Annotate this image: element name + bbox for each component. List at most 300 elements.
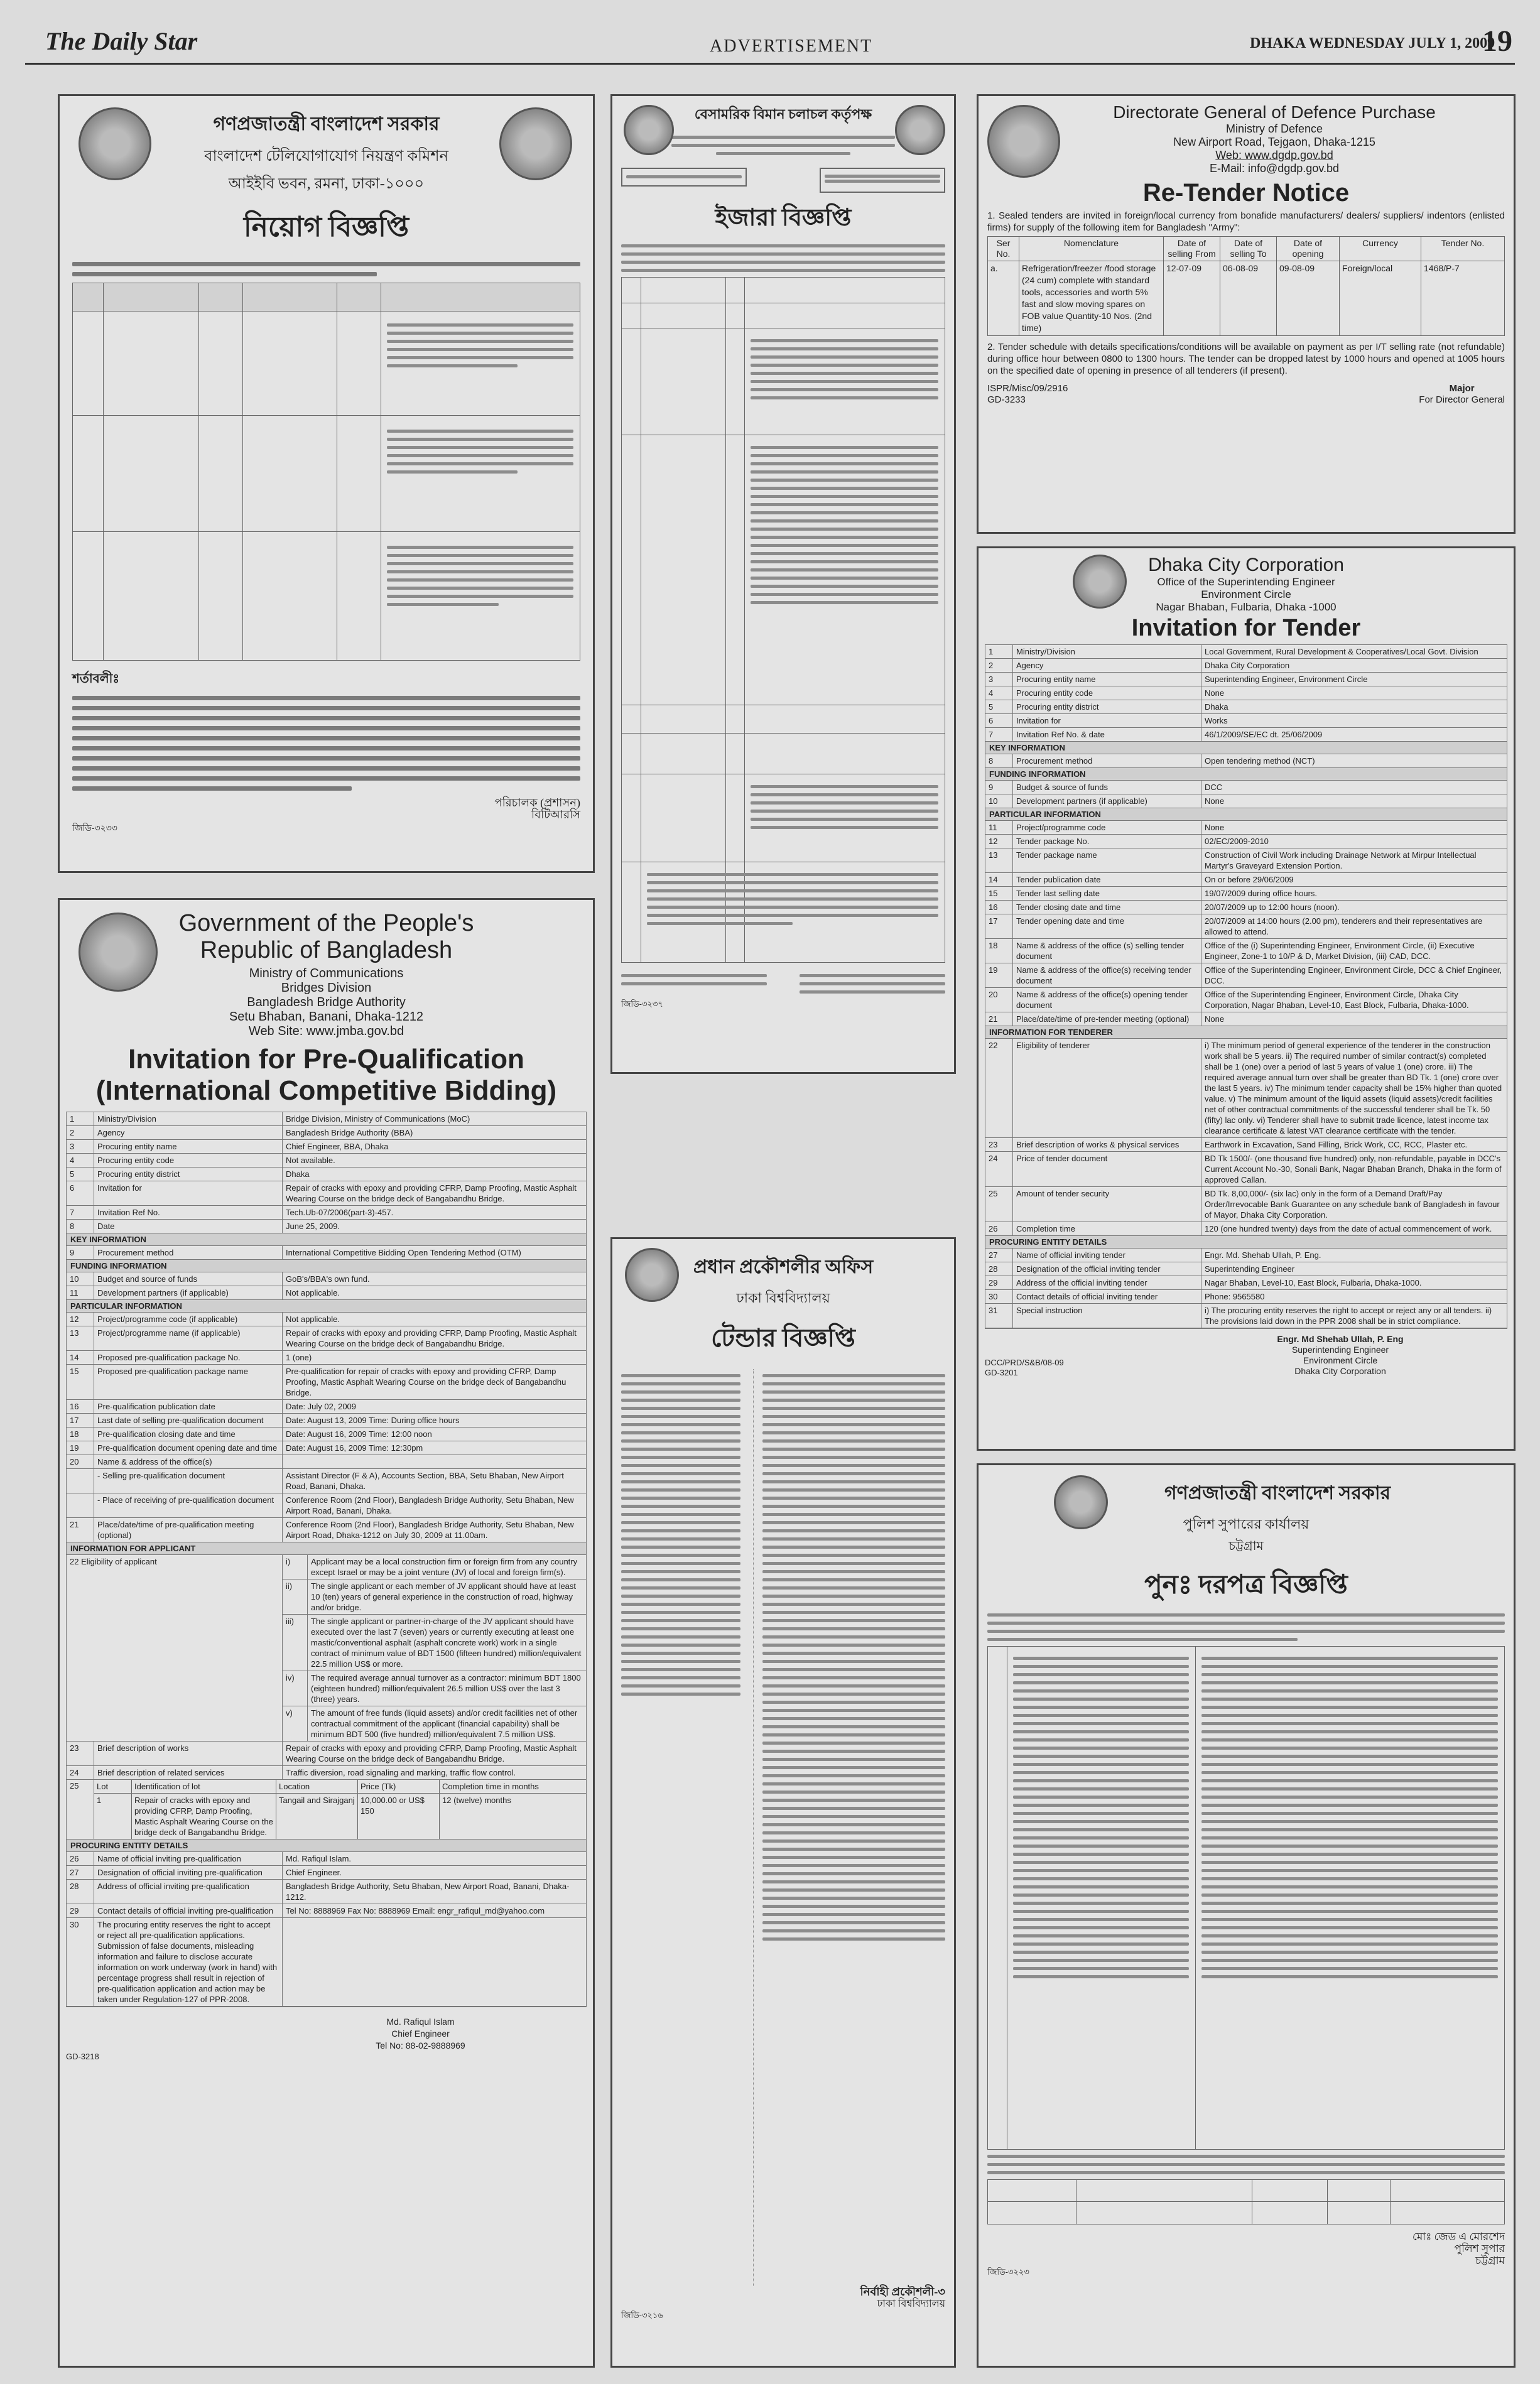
row-value: Not available.	[286, 1156, 335, 1165]
row-number: 14	[67, 1351, 94, 1364]
row-value: DCC	[1205, 783, 1223, 792]
table-row	[67, 1154, 586, 1168]
table-row	[67, 1918, 586, 2007]
row-number: 16	[985, 901, 1013, 914]
table-row	[985, 754, 1507, 768]
row-label: The procuring entity reserves the right to accept or reject all pre-qualification applications. Submission of false documents, misleading information and failure to disclose accurate information on work underway (work in hand) with percentage progress shall result in rejection of pre-qualification application and action may be taken under Regulation-127 of PPR-2008.	[94, 1918, 283, 2006]
tender-table	[621, 1369, 945, 2286]
table-row	[67, 1168, 586, 1181]
table-cell: 09-08-09	[1277, 261, 1340, 335]
row-number: 24	[67, 1766, 94, 1779]
dateline: DHAKA WEDNESDAY JULY 1, 2009	[1250, 35, 1495, 51]
row-number: 17	[67, 1414, 94, 1427]
row-label: - Place of receiving of pre-qualification document	[94, 1493, 283, 1517]
row-number: 6	[67, 1181, 94, 1205]
table-cell: Price (Tk)	[358, 1780, 440, 1793]
table-row	[985, 887, 1507, 901]
ad-heading: গণপ্রজাতন্ত্রী বাংলাদেশ সরকার	[1164, 1483, 1391, 1504]
section-label: ADVERTISEMENT	[710, 36, 873, 56]
agency: Bangladesh Bridge Authority	[247, 995, 406, 1009]
row-label: Pre-qualification document opening date and time	[94, 1441, 283, 1455]
table-row	[985, 1249, 1507, 1262]
row-value: Not applicable.	[286, 1314, 340, 1324]
row-label: Special instruction	[1013, 1304, 1201, 1328]
row-label: Amount of tender security	[1013, 1187, 1201, 1222]
row-label: Project/programme name (if applicable)	[94, 1326, 283, 1350]
row-number: 8	[985, 754, 1013, 767]
ispr-ref: ISPR/Misc/09/2916	[987, 383, 1068, 394]
ad-title: Re-Tender Notice	[1142, 179, 1350, 207]
item-number: iv)	[283, 1671, 308, 1706]
row-label: Completion time	[1013, 1222, 1201, 1235]
agency-address: Setu Bhaban, Banani, Dhaka-1212	[229, 1010, 424, 1024]
table-cell: Currency	[1340, 237, 1421, 261]
row-value: Chief Engineer.	[286, 1868, 342, 1877]
row-number: 18	[985, 939, 1013, 963]
row-number: 10	[985, 794, 1013, 808]
row-label: Brief description of works	[94, 1742, 283, 1765]
table-cell: Date of selling From	[1164, 237, 1220, 261]
row-label: Invitation for	[1013, 714, 1201, 727]
row-number: 20	[985, 988, 1013, 1012]
ad-title: পুনঃ দরপত্র বিজ্ঞপ্তি	[1144, 1571, 1348, 1600]
section-header: INFORMATION FOR APPLICANT	[67, 1542, 586, 1555]
dcc-table	[985, 644, 1507, 1329]
row-number	[67, 1469, 94, 1493]
table-row	[67, 1126, 586, 1140]
signature-org: বিটিআরসি	[531, 808, 580, 821]
ad-address: আইইবি ভবন, রমনা, ঢাকা-১০০০	[228, 176, 425, 192]
table-cell: 1	[94, 1794, 132, 1839]
row-value: Office of the Superintending Engineer, Environment Circle, Dhaka City Corporation, Nagar Bhaban, Level-10, East Block, Fulbaria, Dhaka-1000.	[1205, 990, 1469, 1010]
row-value: Engr. Md. Shehab Ullah, P. Eng.	[1205, 1250, 1321, 1260]
row-number: 28	[67, 1880, 94, 1904]
row-number: 7	[67, 1206, 94, 1219]
table-row	[67, 1326, 586, 1351]
ad-code: জিডি-৩২২৩	[987, 2267, 1029, 2277]
row-label: Tender package name	[1013, 848, 1201, 872]
ad-heading: Government of the People's	[178, 910, 474, 936]
web-site: Web Site: www.jmba.gov.bd	[248, 1024, 404, 1038]
row-number: 27	[985, 1249, 1013, 1262]
ad-title: Invitation for Pre-Qualification	[128, 1044, 524, 1075]
row-label: Tender package No.	[1013, 835, 1201, 848]
row-label: Name & address of the office(s) opening tender document	[1013, 988, 1201, 1012]
table-row	[67, 1351, 586, 1365]
row-value: Nagar Bhaban, Level-10, East Block, Fulbaria, Dhaka-1000.	[1205, 1278, 1422, 1287]
table-row	[67, 1493, 586, 1518]
table-row	[985, 1152, 1507, 1187]
row-number: 19	[67, 1441, 94, 1455]
table-row	[985, 835, 1507, 848]
ad-title: ইজারা বিজ্ঞপ্তি	[715, 205, 852, 231]
item-text: The amount of free funds (liquid assets) and/or credit facilities net of other contractual commitment of the applicant (financial capability) shall be minimum BDT 500 (five hundred) million/equivalent 7.5 million US$.	[311, 1708, 578, 1739]
signature-title: নির্বাহী প্রকৌশলী-৩	[860, 2285, 945, 2298]
row-value: Dhaka	[1205, 702, 1228, 712]
row-label: Pre-qualification closing date and time	[94, 1428, 283, 1441]
item-text: The single applicant or each member of JV applicant should have at least 10 (ten) years of general experience in the construction of road, highway and/or bridge.	[311, 1581, 577, 1612]
table-row	[985, 988, 1507, 1012]
row-value: Superintending Engineer	[1205, 1264, 1295, 1274]
dgdp-logo-icon	[987, 105, 1060, 178]
note-text: 2. Tender schedule with details specifications/conditions will be available on payment as per I/T selling rate (not refundable) during office hour between 0800 to 1300 hours. The tender can be dropped latest by 1000 hours and opened at 1005 hours on the specified date of opening in presence of all tenderers (if present).	[987, 342, 1505, 376]
row-number: 15	[985, 887, 1013, 900]
row-label: Proposed pre-qualification package name	[94, 1365, 283, 1399]
row-value: Pre-qualification for repair of cracks with epoxy and providing CFRP, Damp Proofing, Mastic Asphalt Wearing Course on the bridge deck of Bangabandhu Bridge.	[286, 1367, 567, 1397]
section-header: KEY INFORMATION	[985, 742, 1507, 754]
web-link[interactable]: Web: www.dgdp.gov.bd	[1215, 149, 1333, 161]
du-logo-icon	[625, 1248, 679, 1302]
eligibility-item	[283, 1579, 586, 1615]
signature-name: Md. Rafiqul Islam	[386, 2017, 455, 2027]
section-header: FUNDING INFORMATION	[67, 1260, 586, 1272]
row-number: 21	[985, 1012, 1013, 1026]
row-number: 11	[67, 1286, 94, 1299]
table-cell: Nomenclature	[1019, 237, 1164, 261]
table-row	[985, 1138, 1507, 1152]
address: Nagar Bhaban, Fulbaria, Dhaka -1000	[1156, 601, 1337, 613]
dcc-ref: DCC/PRD/S&B/08-09	[985, 1358, 1064, 1367]
table-row	[67, 1400, 586, 1414]
row-number: 31	[985, 1304, 1013, 1328]
row-value: Not applicable.	[286, 1288, 340, 1298]
row-number: 26	[985, 1222, 1013, 1235]
ministry: Ministry of Defence	[1225, 122, 1323, 135]
row-number: 16	[67, 1400, 94, 1413]
bba-table	[66, 1112, 587, 2007]
table-row	[67, 1112, 586, 1126]
table-row	[985, 645, 1507, 659]
row-value: Bangladesh Bridge Authority (BBA)	[286, 1128, 413, 1137]
row-label: Procuring entity code	[1013, 686, 1201, 700]
row-value: Dhaka	[286, 1169, 310, 1179]
row-label: - Selling pre-qualification document	[94, 1469, 283, 1493]
row-number: 2	[985, 659, 1013, 672]
table-row	[67, 1286, 586, 1300]
division: Bridges Division	[281, 981, 372, 995]
row-label: Date	[94, 1220, 283, 1233]
row-label: Procuring entity district	[94, 1168, 283, 1181]
table-row	[67, 1904, 586, 1918]
ad-heading: Dhaka City Corporation	[1148, 555, 1344, 575]
row-value: Tel No: 8888969 Fax No: 8888969 Email: engr_rafiqul_md@yahoo.com	[286, 1906, 545, 1915]
row-label: Development partners (if applicable)	[1013, 794, 1201, 808]
table-cell: a.	[988, 261, 1019, 335]
row-label: Ministry/Division	[94, 1112, 283, 1125]
lease-table	[621, 277, 945, 963]
caab-ad	[610, 94, 956, 1074]
table-row	[67, 1206, 586, 1220]
table-cell: 12-07-09	[1164, 261, 1220, 335]
row-number: 19	[985, 963, 1013, 987]
row-value: 46/1/2009/SE/EC dt. 25/06/2009	[1205, 730, 1323, 739]
row-label: Name & address of the office (s) selling tender document	[1013, 939, 1201, 963]
signature-org: Dhaka City Corporation	[1294, 1366, 1386, 1376]
ad-title: Invitation for Tender	[1131, 615, 1361, 641]
table-cell: Repair of cracks with epoxy and providing CFRP, Damp Proofing, Mastic Asphalt Wearing Course on the bridge deck of Bangabandhu Bridge.	[132, 1794, 276, 1839]
row-number: 23	[985, 1138, 1013, 1151]
row-label: Project/programme code	[1013, 821, 1201, 834]
row-number: 27	[67, 1866, 94, 1879]
row-number: 11	[985, 821, 1013, 834]
table-cell: 06-08-09	[1220, 261, 1277, 335]
row-label: Name & address of the office(s)	[94, 1455, 283, 1468]
table-cell: 12 (twelve) months	[442, 1796, 511, 1805]
table-row	[67, 1246, 586, 1260]
police-logo-icon	[1054, 1475, 1108, 1529]
row-value: None	[1205, 688, 1225, 698]
table-row	[985, 781, 1507, 794]
item-text: The single applicant or partner-in-charge of the JV applicant should have executed over the last 7 (seven) years or currently executing at least one mastic/conventional asphalt (asphalt concrete work) work in a single contract of minimum value of BDT 1500 (fifteen hundred) million/equivalent 22.5 million US$ or more.	[311, 1617, 582, 1669]
row-value: Bridge Division, Ministry of Communications (MoC)	[286, 1114, 470, 1124]
row-number: 20	[67, 1455, 94, 1468]
ministry: Ministry of Communications	[249, 967, 404, 980]
row-number: 18	[67, 1428, 94, 1441]
row-label: Procuring entity name	[94, 1140, 283, 1153]
ad-code: GD-3233	[987, 394, 1026, 405]
signature-title: For Director General	[1419, 394, 1505, 405]
table-row	[67, 1313, 586, 1326]
bangladesh-emblem-icon	[79, 107, 151, 180]
row-label: Place/date/time of pre-qualification meeting (optional)	[94, 1518, 283, 1542]
signature-rank: Major	[1449, 383, 1475, 394]
row-number	[67, 1493, 94, 1517]
table-cell: Date of selling To	[1220, 237, 1277, 261]
table-row	[67, 1441, 586, 1455]
row-label: Eligibility of tenderer	[1013, 1039, 1201, 1137]
bba-ad	[58, 898, 595, 2368]
table-row	[985, 1276, 1507, 1290]
email-link[interactable]: E-Mail: info@dgdp.gov.bd	[1209, 162, 1340, 175]
section-header: PARTICULAR INFORMATION	[67, 1300, 586, 1313]
row-number: 13	[67, 1326, 94, 1350]
row-label: Budget and source of funds	[94, 1272, 283, 1286]
item-number: i)	[283, 1555, 308, 1579]
row-label: Agency	[1013, 659, 1201, 672]
row-number: 10	[67, 1272, 94, 1286]
row-number: 28	[985, 1262, 1013, 1276]
ad-code: GD-3201	[985, 1368, 1018, 1377]
row-label: Designation of the official inviting tender	[1013, 1262, 1201, 1276]
signature-city: চট্টগ্রাম	[1475, 2255, 1505, 2267]
lot-number: 25	[67, 1780, 94, 1839]
office: পুলিশ সুপারের কার্যালয়	[1183, 1516, 1310, 1532]
row-value: 02/EC/2009-2010	[1205, 837, 1269, 846]
item-text: Applicant may be a local construction firm or foreign firm from any country except Israel or may be a joint venture (JV) of local and foreign firm(s).	[311, 1557, 578, 1577]
row-value: i) The minimum period of general experience of the tenderer in the construction work shall be 5 years. ii) The required number of similar contract(s) completed shall be 1 (one) over a period of last 5 years of value 1 (one) crore. iii) The required average annual turn over shall be greater than BD Tk. 1 (one) crore over the last 5 years. iv) The minimum tender capacity shall be 15% higher than quoted value. v) The minimum amount of the liquid assets (liquid assets)/credit facilities net of other contractual commitments of the successful tenderer shall be Tk. 50 (fifty) lac only. vi) Tenderer shall have to submit trade licence, latest income tax clearance certificate & latest VAT clearance certificate with the tender.	[1205, 1041, 1502, 1135]
row-value: Construction of Civil Work including Drainage Network at Mirpur Intellectual Martyr's Graveyard Extension Portion.	[1205, 850, 1477, 870]
row-number: 29	[985, 1276, 1013, 1289]
eligibility-label: 22 Eligibility of applicant	[67, 1555, 283, 1741]
police-ad	[977, 1463, 1516, 2368]
row-label: Name of official inviting pre-qualification	[94, 1852, 283, 1865]
table-row	[985, 700, 1507, 714]
row-label: Address of official inviting pre-qualification	[94, 1880, 283, 1904]
signature-title: Chief Engineer	[391, 2029, 450, 2039]
table-row	[985, 914, 1507, 939]
table-row	[67, 1866, 586, 1880]
paper-name: The Daily Star	[45, 27, 198, 55]
row-label: Name of official inviting tender	[1013, 1249, 1201, 1262]
row-value: BD Tk. 8,00,000/- (six lac) only in the form of a Demand Draft/Pay Order/Irrevocable Bank Guarantee on any schedule bank of Bangladesh in favour of Mayor, Dhaka City Corporation.	[1205, 1189, 1500, 1220]
table-row	[985, 714, 1507, 728]
row-number: 6	[985, 714, 1013, 727]
table-cell: Ser No.	[988, 237, 1019, 261]
tender-table	[987, 1646, 1505, 2150]
row-value: Date: August 13, 2009 Time: During office hours	[286, 1416, 460, 1425]
ad-code: জিডি-৩২৩৩	[72, 823, 117, 833]
ad-subheading: বাংলাদেশ টেলিযোগাযোগ নিয়ন্ত্রণ কমিশন	[204, 148, 448, 165]
table-row	[67, 1742, 586, 1766]
row-label: Name & address of the office(s) receiving tender document	[1013, 963, 1201, 987]
tender-table	[987, 236, 1505, 336]
row-value: Assistant Director (F & A), Accounts Section, BBA, Setu Bhaban, New Airport Road, Banani, Dhaka.	[286, 1471, 564, 1491]
ad-subheading: ঢাকা বিশ্ববিদ্যালয়	[736, 1290, 830, 1306]
btrc-ad	[58, 94, 595, 873]
table-row	[985, 1039, 1507, 1138]
row-label: Tender last selling date	[1013, 887, 1201, 900]
row-value: Date: August 16, 2009 Time: 12:00 noon	[286, 1429, 432, 1439]
dgdp-ad	[977, 94, 1516, 534]
du-ad	[610, 1237, 956, 2368]
row-value: Phone: 9565580	[1205, 1292, 1265, 1301]
ad-title-2: (International Competitive Bidding)	[95, 1075, 557, 1106]
row-value: Superintending Engineer, Environment Circle	[1205, 675, 1368, 684]
row-value: Office of the Superintending Engineer, Environment Circle, DCC & Chief Engineer, DCC.	[1205, 965, 1502, 985]
table-row	[985, 686, 1507, 700]
row-number: 24	[985, 1152, 1013, 1186]
table-cell: Location	[276, 1780, 358, 1793]
intro-text: 1. Sealed tenders are invited in foreign/local currency from bonafide manufacturers/ dealers/ suppliers/ indentors (enlisted firms) for supply of the following item for Bangladesh "Army":	[987, 210, 1505, 233]
table-row	[985, 821, 1507, 835]
row-number: 5	[985, 700, 1013, 713]
row-value: 20/07/2009 at 14:00 hours (2.00 pm), tenderers and their representatives are allowed to attend.	[1205, 916, 1483, 936]
item-number: iii)	[283, 1615, 308, 1671]
table-row	[985, 1290, 1507, 1304]
row-number: 12	[985, 835, 1013, 848]
row-number: 26	[67, 1852, 94, 1865]
row-number: 7	[985, 728, 1013, 741]
table-cell: 1468/P-7	[1424, 263, 1460, 273]
table-row	[67, 1365, 586, 1400]
row-label: Designation of official inviting pre-qualification	[94, 1866, 283, 1879]
row-number: 1	[985, 645, 1013, 658]
row-value: Repair of cracks with epoxy and providing CFRP, Damp Proofing, Mastic Asphalt Wearing Course on the bridge deck of Bangabandhu Bridge.	[286, 1328, 577, 1348]
row-value: None	[1205, 823, 1225, 832]
row-value: i) The procuring entity reserves the right to accept or reject any or all tenders. ii) The provisions laid down in the PPR 2008 shall be in strict compliance.	[1205, 1306, 1492, 1326]
table-row	[985, 1187, 1507, 1222]
table-cell: Foreign/local	[1340, 261, 1421, 335]
row-label: Procuring entity district	[1013, 700, 1201, 713]
table-row	[985, 1222, 1507, 1236]
row-value: 19/07/2009 during office hours.	[1205, 889, 1318, 898]
btrc-logo-icon	[499, 107, 572, 180]
table-row	[985, 873, 1507, 887]
ad-code: GD-3218	[66, 2052, 99, 2061]
ad-title: টেন্ডার বিজ্ঞপ্তি	[711, 1324, 855, 1352]
signature-circle: Environment Circle	[1303, 1355, 1378, 1365]
table-row	[67, 1852, 586, 1866]
ad-code: জিডি-৩২১৬	[621, 2311, 663, 2320]
row-value: BD Tk 1500/- (one thousand five hundred) only, non-refundable, payable in DCC's Current Account No.-30, Sonali Bank, Nagar Bhaban Branch, Dhaka in the form of approved Callan.	[1205, 1154, 1502, 1184]
row-number: 1	[67, 1112, 94, 1125]
row-number: 12	[67, 1313, 94, 1326]
ad-heading: Directorate General of Defence Purchase	[1113, 102, 1436, 122]
row-label: Brief description of works & physical services	[1013, 1138, 1201, 1151]
table-row	[985, 728, 1507, 742]
signature-org: ঢাকা বিশ্ববিদ্যালয়	[877, 2299, 945, 2309]
row-value: GoB's/BBA's own fund.	[286, 1274, 370, 1284]
table-cell: Refrigeration/freezer /food storage (24 cum) complete with standard tools, accessories and worth 5% fast and slow moving spares on FOB value Quantity-10 Nos. (2nd time)	[1019, 261, 1164, 335]
ad-intro	[72, 262, 580, 276]
row-number: 13	[985, 848, 1013, 872]
signature-title: পরিচালক (প্রশাসন)	[494, 796, 580, 809]
table-cell: Tender No.	[1441, 238, 1485, 248]
row-label: Ministry/Division	[1013, 645, 1201, 658]
schedule-table	[987, 2179, 1505, 2224]
table-row	[67, 1880, 586, 1904]
row-value: Earthwork in Excavation, Sand Filling, Brick Work, CC, RCC, Plaster etc.	[1205, 1140, 1468, 1149]
row-value: Date: August 16, 2009 Time: 12:30pm	[286, 1443, 423, 1453]
row-number: 14	[985, 873, 1013, 886]
row-value: Traffic diversion, road signaling and marking, traffic flow control.	[286, 1768, 516, 1777]
section-header: KEY INFORMATION	[67, 1233, 586, 1246]
row-label: Project/programme code (if applicable)	[94, 1313, 283, 1326]
row-label: Contact details of official inviting tender	[1013, 1290, 1201, 1303]
table-row	[985, 794, 1507, 808]
row-label: Development partners (if applicable)	[94, 1286, 283, 1299]
page-number: 19	[1482, 24, 1512, 58]
table-row	[67, 1518, 586, 1542]
caab-logo-icon	[624, 105, 674, 155]
row-value	[283, 1918, 586, 2006]
row-value: None	[1205, 1014, 1225, 1024]
section-header: PARTICULAR INFORMATION	[985, 808, 1507, 821]
row-value: Repair of cracks with epoxy and providing CFRP, Damp Proofing, Mastic Asphalt Wearing Course on the bridge deck of Bangabandhu Bridge.	[286, 1743, 577, 1764]
table-row	[985, 673, 1507, 686]
signature-name: মোঃ জেড এ মোরশেদ	[1412, 2231, 1505, 2243]
row-label: Budget & source of funds	[1013, 781, 1201, 794]
row-value: On or before 29/06/2009	[1205, 875, 1294, 884]
table-row	[67, 1272, 586, 1286]
row-value: 120 (one hundred twenty) days from the date of actual commencement of work.	[1205, 1224, 1492, 1233]
row-label: Price of tender document	[1013, 1152, 1201, 1186]
section-header: INFORMATION FOR TENDERER	[985, 1026, 1507, 1039]
table-row	[985, 848, 1507, 873]
table-cell: Completion time in months	[442, 1782, 539, 1791]
table-row	[67, 1181, 586, 1206]
eligibility-item	[283, 1555, 586, 1579]
ad-code: জিডি-৩২৩৭	[621, 999, 663, 1009]
row-number: 4	[67, 1154, 94, 1167]
ad-heading: বেসামরিক বিমান চলাচল কর্তৃপক্ষ	[694, 106, 872, 122]
row-number: 8	[67, 1220, 94, 1233]
row-value: Conference Room (2nd Floor), Bangladesh Bridge Authority, Setu Bhaban, New Airport Road, Banani, Dhaka.	[286, 1495, 574, 1515]
ad-heading: গণপ্রজাতন্ত্রী বাংলাদেশ সরকার	[213, 114, 440, 134]
row-label: Tender closing date and time	[1013, 901, 1201, 914]
row-value: Repair of cracks with epoxy and providing CFRP, Damp Proofing, Mastic Asphalt Wearing Course on the bridge deck of Bangabandhu Bridge.	[286, 1183, 577, 1203]
row-number: 17	[985, 914, 1013, 938]
table-row	[67, 1414, 586, 1428]
row-number: 25	[985, 1187, 1013, 1222]
row-value: Chief Engineer, BBA, Dhaka	[286, 1142, 389, 1151]
recruitment-table	[72, 283, 580, 661]
signature-name: Engr. Md Shehab Ullah, P. Eng	[1277, 1334, 1404, 1344]
item-number: ii)	[283, 1579, 308, 1614]
row-label: Place/date/time of pre-tender meeting (optional)	[1013, 1012, 1201, 1026]
office: Office of the Superintending Engineer	[1157, 576, 1335, 588]
eligibility-item	[283, 1706, 586, 1741]
